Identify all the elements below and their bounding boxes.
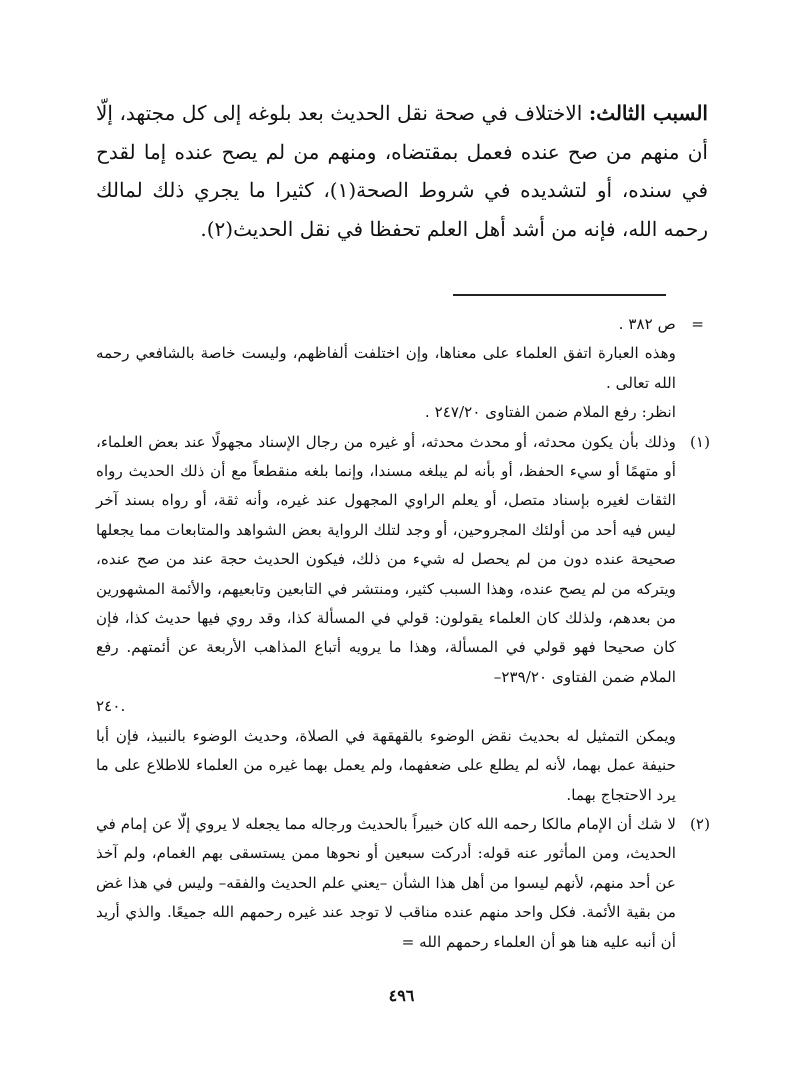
footnote-2 xyxy=(96,810,710,957)
footnotes xyxy=(96,310,710,957)
footnote-paragraph: ويمكن التمثيل له بحديث نقض الوضوء بالقهقهة في الصلاة، وحديث الوضوء بالنبيذ، فإن أبا حنيفة عمل بهما، لأنه لم يطلع على ضعفهما، ولم يعمل بهما غيره من العلماء للاطلاع على ما يرد الاحتجاج بهما. xyxy=(96,726,676,804)
footnote-number: (١) xyxy=(689,432,710,451)
footnote-text-end: .٢٤٠ xyxy=(96,697,126,716)
page-number: ٤٩٦ xyxy=(388,986,415,1005)
footnote-number: (٢) xyxy=(689,814,710,833)
main-paragraph-text: الاختلاف في صحة نقل الحديث بعد بلوغه إلى كل مجتهد، إلّا أن منهم من صح عنده فعمل بمقتضاه، ومنهم من لم يصح عنده إما لقدح في سنده، أو لتشديده في شروط الصحة(١)، كثيرا ما يجري ذلك لمالك رحمه الله، فإنه من أشد أهل العلم تحفظا في نقل الحديث(٢). xyxy=(96,101,709,241)
footnote-continuation xyxy=(96,310,710,428)
footnote-separator xyxy=(453,294,666,296)
footnote-continuation-line: انظر: رفع الملام ضمن الفتاوى ٢٤٧/٢٠ . xyxy=(424,403,676,422)
main-paragraph xyxy=(96,94,708,248)
continuation-mark: = xyxy=(691,315,704,333)
footnote-continuation-line: ص ٣٨٢ . xyxy=(618,315,676,333)
footnote-text: لا شك أن الإمام مالكا رحمه الله كان خبيراً بالحديث ورجاله مما يجعله لا يروي إلّا عن إمام في الحديث، ومن المأثور عنه قوله: أدركت سبعين أو نحوها ممن يستسقى بهم الغمام، ولم آخذ عن أحد منهم، لأنهم ليسوا من أهل هذا الشأن –يعني علم الحديث والفقه– وليس في هذا غض من بقية الأئمة. فكل واحد منهم عنده مناقب لا توجد عند غيره رحمهم الله جميعًا. والذي أريد أن أنبه عليه هنا هو أن العلماء رحمهم الله = xyxy=(96,814,676,951)
footnote-continuation-line: وهذه العبارة اتفق العلماء على معناها، وإن اختلفت ألفاظهم، وليست خاصة بالشافعي رحمه الله تعالى . xyxy=(96,344,676,392)
section-heading: السبب الثالث: xyxy=(588,101,708,125)
footnote-1 xyxy=(96,428,710,810)
footnote-text: وذلك بأن يكون محدثه، أو محدث محدثه، أو غيره من رجال الإسناد مجهولًا عند بعض العلماء، أو متهمًا أو سيء الحفظ، أو بأنه لم يبلغه مسندا، وإنما بلغه منقطعاً مع أن ذلك الحديث رواه الثقات لغيره بإسناد متصل، أو يعلم الراوي المجهول عند غيره، وأنه ثقة، أو رواه بسند آخر ليس فيه أحد من أولئك المجروحين، أو وجد لتلك الرواية بعض الشواهد والمتابعات مما يجعلها صحيحة عنده دون من لم يحصل له شيء من ذلك، فيكون الحديث حجة عند من صح عنده، ويتركه من لم يصح عنده، وهذا السبب كثير، ومنتشر في التابعين وتابعيهم، والأئمة المشهورين من بعدهم، ولذلك كان العلماء يقولون: قولي في المسألة كذا، وقد روي فيها حديث كذا، فإن كان صحيحا فهو قولي في المسألة، وهذا ما يرويه أتباع المذاهب الأربعة عن أئمتهم. رفع الملام ضمن الفتاوى ٢٣٩/٢٠– xyxy=(96,432,676,686)
